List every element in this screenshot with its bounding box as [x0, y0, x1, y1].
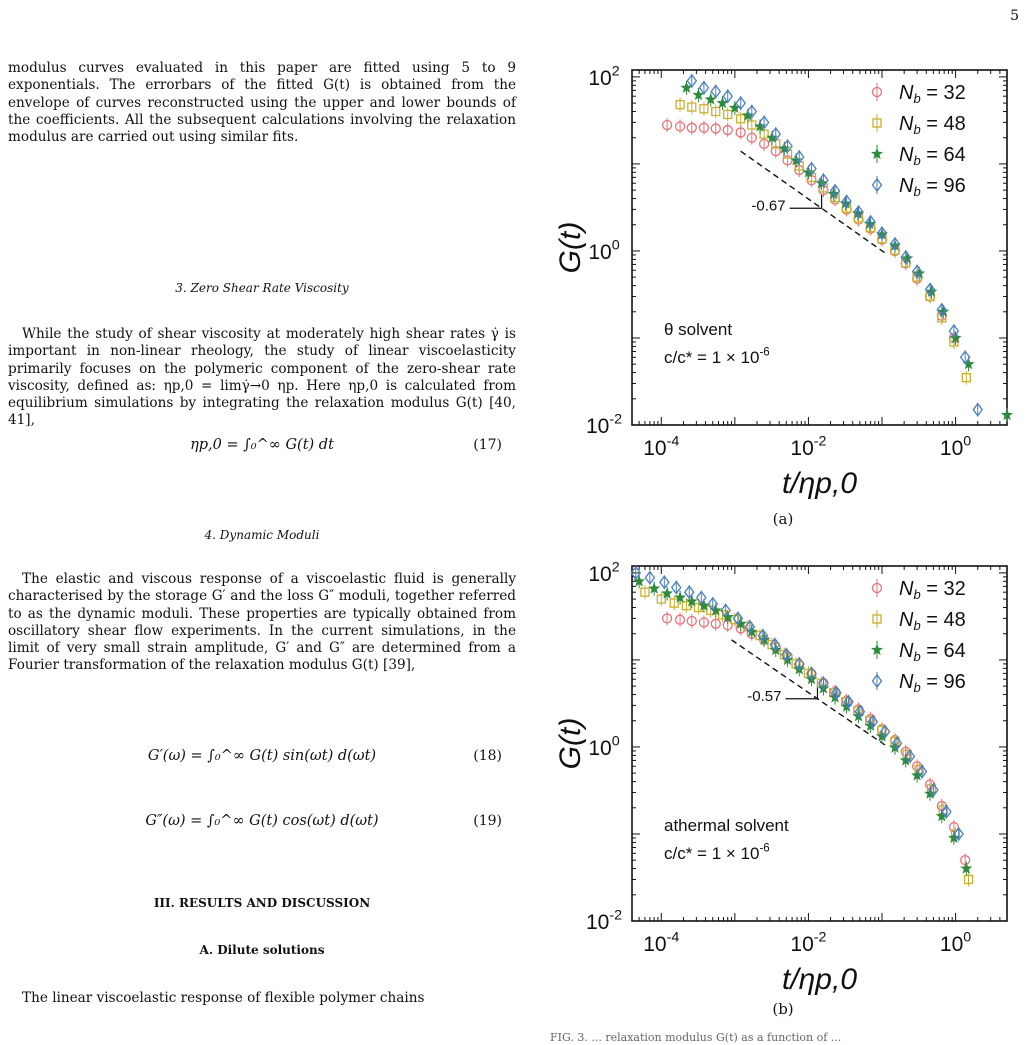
slope-label: -0.57 — [747, 687, 782, 705]
legend-entry-2: $N_b = 64$ — [899, 640, 966, 664]
x-tick-label: $10^{-4}$ — [643, 929, 680, 956]
caption-fragment: FIG. 3. ... relaxation modulus G(t) as a function of ... — [550, 1031, 842, 1044]
equation-18-number: (18) — [473, 748, 502, 764]
paragraph-dynamic-moduli: The elastic and viscous response of a viscoelastic fluid is generally characterised by the storage G′ and the loss G″ moduli, together referred to as the dynamic moduli. These properties are typically obtained from oscillatory shear flow experiments. In the current simulations, in the limit of very small strain amplitude, G′ and G″ are determined from a Fourier transformation of the relaxation modulus G(t) [39], — [8, 571, 516, 674]
paragraph-viscosity: While the study of shear viscosity at moderately high shear rates γ̇ is important in non-linear rheology, the study of linear viscoelasticity primarily focuses on the polymeric component of the zero-shear rate viscosity, defined as: ηp,0 = limγ̇→0 ηp. Here ηp,0 is calculated from equilibrium simulations by integrating the relaxation modulus G(t) [40, 41], — [8, 326, 516, 429]
x-tick-label: $10^0$ — [939, 433, 972, 460]
x-tick-label: $10^{-2}$ — [790, 433, 827, 460]
annotation-solvent: θ solvent — [664, 320, 733, 339]
chart-a — [554, 52, 1020, 507]
section-heading-results: III. RESULTS AND DISCUSSION — [153, 896, 371, 910]
legend-entry-3: $N_b = 96$ — [899, 671, 966, 695]
legend-entry-0: $N_b = 32$ — [899, 82, 966, 106]
y-tick-label: $10^{-2}$ — [585, 907, 623, 934]
y-axis-label: G(t) — [554, 221, 587, 274]
annotation-solvent: athermal solvent — [664, 816, 789, 835]
panel-label-b: (b) — [772, 1000, 794, 1018]
x-tick-label: $10^0$ — [939, 929, 972, 956]
series-3 — [631, 566, 963, 841]
equation-17-number: (17) — [473, 437, 502, 453]
x-axis-label: t/ηp,0 — [781, 963, 858, 996]
annotation-concentration: $c/c* = 1 \times 10^{-6}$ — [664, 346, 770, 367]
y-axis-label: G(t) — [554, 717, 587, 770]
equation-17 — [8, 433, 516, 463]
annotation-concentration: $c/c* = 1 \times 10^{-6}$ — [664, 842, 770, 863]
figure-panel-b — [554, 548, 1020, 1007]
legend-entry-3: $N_b = 96$ — [899, 175, 966, 199]
legend-entry-0: $N_b = 32$ — [899, 578, 966, 602]
paragraph-dilute: The linear viscoelastic response of flexible polymer chains — [22, 990, 425, 1006]
page-number: 5 — [1010, 8, 1019, 24]
panel-label-a: (a) — [772, 510, 794, 528]
equation-18 — [8, 744, 516, 774]
legend-entry-1: $N_b = 48$ — [899, 609, 966, 633]
equation-19-body: G″(ω) = ∫₀^∞ G(t) cos(ωt) d(ωt) — [145, 813, 379, 829]
slope-label: -0.67 — [751, 197, 786, 215]
paragraph-fitting: modulus curves evaluated in this paper are fitted using 5 to 9 exponentials. The errorbars of the fitted G(t) is obtained from the envelope of curves reconstructed using the upper and lower bounds of the coefficients. All the subsequent calculations involving the relaxation modulus are carried out using similar fits. — [8, 60, 516, 146]
x-tick-label: $10^{-2}$ — [790, 929, 827, 956]
chart-b — [554, 548, 1020, 1003]
y-tick-label: $10^2$ — [588, 63, 620, 90]
x-axis-label: t/ηp,0 — [781, 467, 858, 500]
equation-19 — [8, 809, 516, 839]
subsection-heading-dilute: A. Dilute solutions — [199, 943, 325, 957]
series-1 — [676, 98, 970, 385]
equation-19-number: (19) — [473, 813, 502, 829]
subsection-heading-dynamic-moduli: 4. Dynamic Moduli — [204, 528, 320, 542]
equation-18-body: G′(ω) = ∫₀^∞ G(t) sin(ωt) d(ωt) — [147, 748, 377, 764]
y-tick-label: $10^2$ — [588, 559, 620, 586]
y-tick-label: $10^{-2}$ — [585, 411, 623, 438]
figure-panel-a — [554, 52, 1020, 511]
slope-triangle — [785, 685, 817, 699]
x-tick-label: $10^{-4}$ — [643, 433, 680, 460]
equation-17-body: ηp,0 = ∫₀^∞ G(t) dt — [190, 437, 334, 453]
legend-entry-1: $N_b = 48$ — [899, 113, 966, 137]
left-column — [8, 40, 516, 1040]
y-tick-label: $10^0$ — [588, 733, 620, 760]
legend-entry-2: $N_b = 64$ — [899, 144, 966, 168]
subsection-heading-viscosity: 3. Zero Shear Rate Viscosity — [175, 281, 349, 295]
y-tick-label: $10^0$ — [588, 237, 620, 264]
slope-triangle — [790, 194, 822, 208]
